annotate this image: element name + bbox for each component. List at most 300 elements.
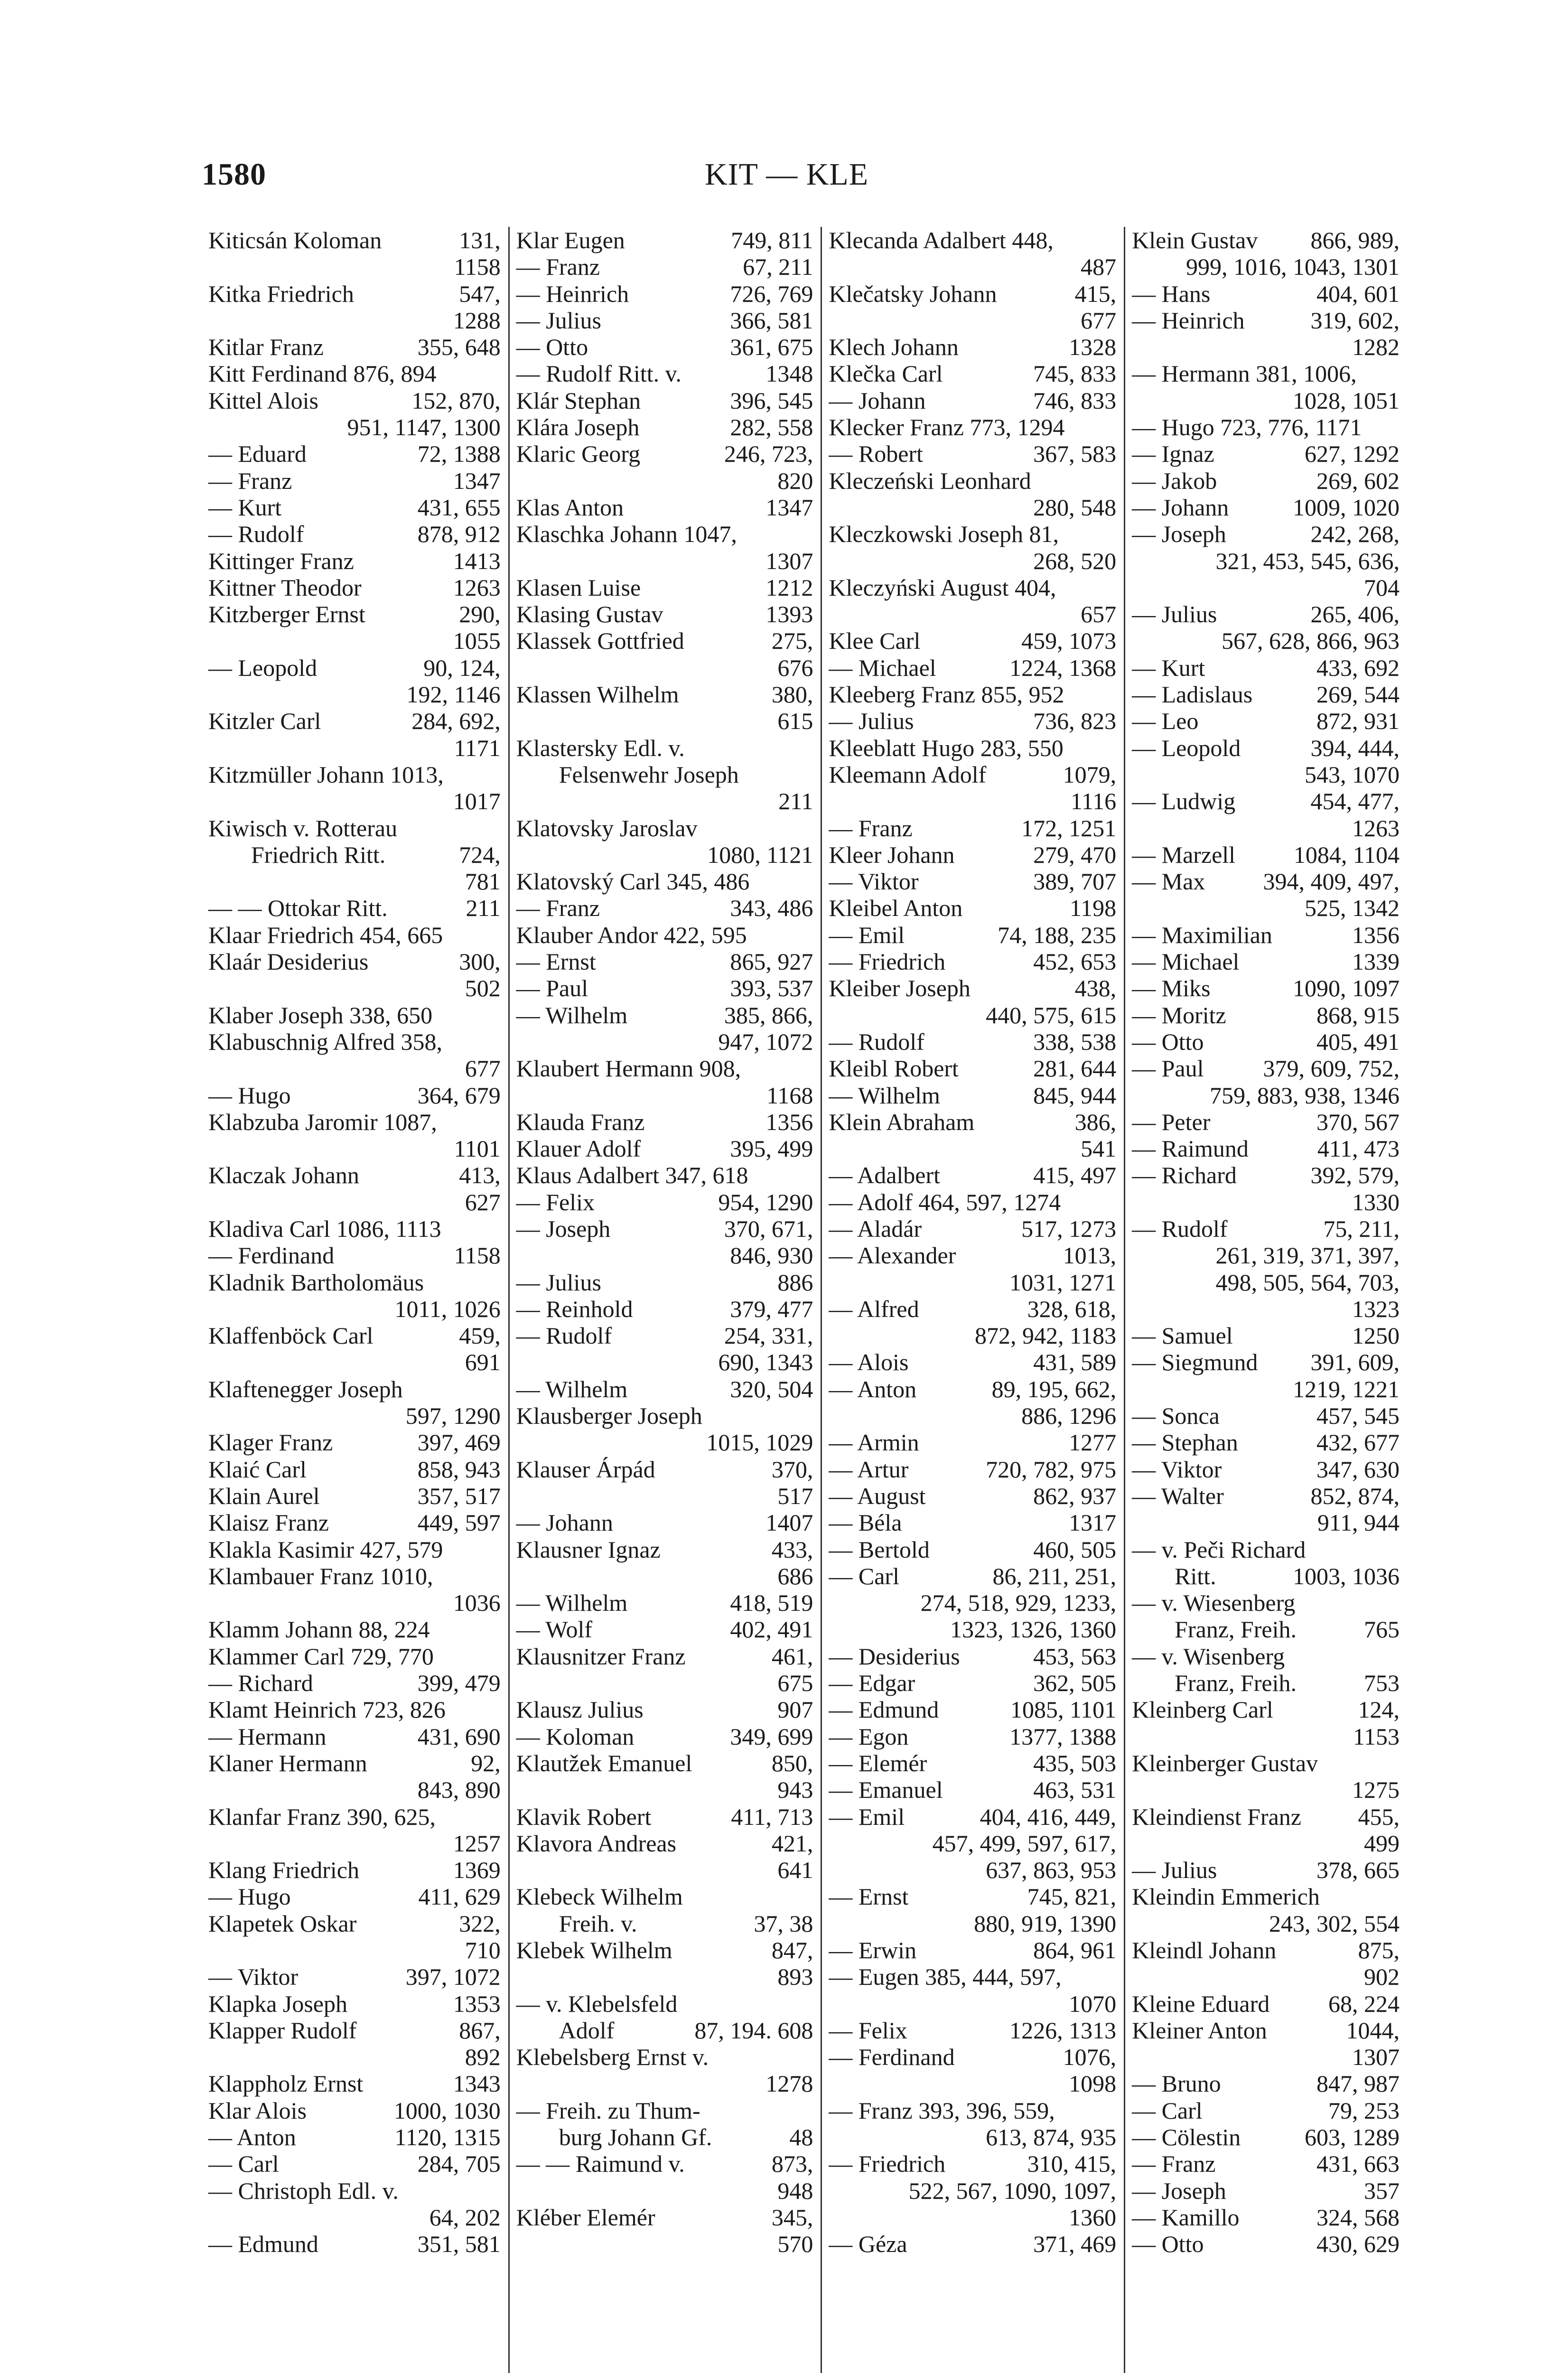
page-refs: 67, 211 [743,253,813,280]
index-entry [516,2044,813,2070]
index-entry [1132,1696,1400,1723]
page-refs: 736, 823 [1033,708,1117,735]
entry-name: — Johann [516,1509,613,1536]
index-entry [829,2097,1116,2124]
entry-name: — Johann [829,387,926,414]
entry-name: Klech Johann [829,334,959,361]
page-refs: 487 [1081,253,1117,280]
index-entry [829,1670,1116,1696]
page-refs: 637, 863, 953 [986,1857,1117,1884]
index-entry [516,1750,813,1776]
index-entry [1132,574,1400,601]
entry-name: — Michael [829,654,936,681]
page-refs: 370, 567 [1316,1108,1400,1135]
page-refs: 911, 944 [1317,1509,1400,1536]
page-refs: 405, 491 [1316,1028,1400,1055]
page-refs: 781 [465,868,501,895]
index-entry [829,1109,1116,1135]
entry-name: Kleinberger Gustav [1132,1749,1318,1776]
page-refs: 92, [471,1749,501,1776]
page-refs: 68, 224 [1328,1990,1400,2017]
entry-name: Klavora Andreas [516,1830,677,1857]
entry-name: Klar Alois [208,2097,307,2124]
index-entry [516,2204,813,2231]
entry-name: — Samuel [1132,1322,1233,1349]
page-refs: 502 [465,975,501,1002]
index-entry [829,1135,1116,1162]
entry-name: — Jakob [1132,467,1217,494]
index-entry [516,1002,813,1028]
entry-name: Klar Eugen [516,227,625,253]
entry-name: — Ignaz [1132,440,1214,467]
page-refs: 1347 [765,494,813,521]
entry-name: Klager Franz [208,1429,333,1456]
index-entry [1132,2231,1400,2257]
page-refs: 124, [1358,1696,1400,1723]
entry-name: — Hermann [208,1723,327,1750]
entry-name: — Desiderius [829,1643,960,1670]
index-entry [1132,1002,1400,1028]
index-entry [208,1509,501,1536]
entry-name: — Eduard [208,440,307,467]
index-entry [516,1215,813,1242]
entry-name: Klabuschnig Alfred 358, [208,1028,442,1055]
index-entry [1132,1830,1400,1857]
index-entry [516,1776,813,1803]
index-entry [208,253,501,280]
page-refs: 418, 519 [730,1589,813,1616]
page-refs: 1198 [1069,895,1117,922]
entry-name: Klappholz Ernst [208,2070,364,2097]
index-entry [516,1723,813,1750]
index-entry [208,2124,501,2150]
page-refs: 1328 [1069,334,1117,361]
index-entry [829,2177,1116,2204]
page-refs: 1153 [1353,1723,1400,1750]
entry-name: — Raimund [1132,1135,1249,1162]
entry-name: — Julius [1132,601,1217,628]
page-refs: 720, 782, 975 [986,1456,1117,1483]
index-entry [829,521,1116,547]
index-entry [208,280,501,307]
page-refs: 686 [777,1562,813,1589]
index-entry [1132,1109,1400,1135]
index-entry [1132,1269,1400,1296]
page-refs: 284, 705 [417,2150,501,2177]
page-refs: 1360 [1069,2204,1117,2231]
index-entry [208,627,501,654]
page-refs: 677 [1081,307,1117,334]
entry-name: — Rudolf [1132,1215,1228,1242]
index-columns [202,227,1407,2373]
index-entry [829,1055,1116,1082]
entry-name: — Edgar [829,1670,915,1697]
index-entry [516,253,813,280]
entry-name: Klebeck Wilhelm [516,1883,683,1910]
page-refs: 745, 833 [1033,360,1117,387]
index-entry [829,922,1116,948]
index-entry [829,253,1116,280]
index-entry [1132,922,1400,948]
page-refs: 1055 [453,627,501,654]
index-entry [829,1910,1116,1937]
index-entry [516,1082,813,1109]
page-refs: 1413 [453,547,501,574]
index-entry [1132,1242,1400,1269]
index-entry [208,975,501,1001]
index-entry [208,1429,501,1456]
page-refs: 378, 665 [1316,1857,1400,1884]
page-refs: 435, 503 [1033,1749,1117,1776]
page-refs: 1085, 1101 [1010,1696,1117,1723]
entry-name: — Wilhelm [516,1375,628,1402]
entry-name: — Wolf [516,1616,593,1643]
entry-name: — Joseph [516,1215,611,1242]
index-entry [208,467,501,494]
entry-name: Freih. v. [559,1910,637,1937]
index-entry [829,1589,1116,1616]
entry-name: — August [829,1482,926,1509]
entry-name: — Leopold [208,654,317,681]
index-entry [208,1162,501,1188]
page-refs: 1212 [765,574,813,601]
page-refs: 380, [771,681,813,708]
page-refs: 87, 194. 608 [694,2017,813,2044]
index-entry [516,2150,813,2177]
page-refs: 431, 589 [1033,1349,1117,1376]
entry-name: — v. Wisenberg [1132,1643,1285,1670]
page-refs: 457, 545 [1316,1402,1400,1429]
index-entry [208,681,501,708]
entry-name: — Emil [829,1803,905,1830]
index-entry [208,2204,501,2231]
page-refs: 1171 [454,734,501,761]
entry-name: Kleindl Johann [1132,1937,1277,1963]
page-refs: 1323, 1326, 1360 [950,1616,1117,1643]
index-column-2 [508,227,821,2373]
page-refs: 364, 679 [417,1082,501,1109]
index-entry [516,360,813,387]
page-refs: 284, 692, [411,708,501,735]
index-entry [516,1830,813,1857]
entry-name: — Aladár [829,1215,922,1242]
page-refs: 886, 1296 [1021,1402,1117,1429]
entry-name: — Bruno [1132,2070,1221,2097]
entry-name: — Otto [1132,2231,1204,2258]
page-refs: 1369 [453,1857,501,1884]
index-entry [516,1536,813,1563]
page-refs: 845, 944 [1033,1082,1117,1109]
index-entry [1132,1376,1400,1402]
index-entry [516,1670,813,1696]
index-entry [208,1002,501,1028]
index-entry [1132,548,1400,574]
entry-name: Klassek Gottfried [516,627,684,654]
column-body [1125,227,1407,2258]
page-refs: 367, 583 [1033,440,1117,467]
entry-name: Kitt Ferdinand 876, 894 [208,360,437,387]
index-entry [208,922,501,948]
index-entry [516,948,813,975]
page-refs: 460, 505 [1033,1536,1117,1563]
index-entry [208,360,501,387]
page-refs: 1116 [1070,788,1117,815]
entry-name: Klakla Kasimir 427, 579 [208,1536,443,1563]
index-entry [829,735,1116,761]
entry-name: Kleeberg Franz 855, 952 [829,681,1064,708]
page-refs: 411, 473 [1317,1135,1400,1162]
index-entry [208,1589,501,1616]
index-entry [516,2231,813,2257]
page-refs: 415, 497 [1033,1162,1117,1189]
index-entry [1132,1803,1400,1830]
page-refs: 1257 [453,1830,501,1857]
index-entry [1132,440,1400,467]
index-entry [829,334,1116,360]
index-entry [516,334,813,360]
page-refs: 324, 568 [1316,2204,1400,2231]
index-entry [829,1402,1116,1429]
page-refs: 1017 [453,788,501,815]
index-entry [516,1990,813,2017]
page-refs: 461, [771,1643,813,1670]
page-refs: 351, 581 [417,2231,501,2258]
index-entry [1132,1723,1400,1750]
entry-name: — v. Klebelsfeld [516,1990,678,2017]
entry-name: — Marzell [1132,841,1236,868]
index-entry [208,948,501,975]
entry-name: Klaschka Johann 1047, [516,521,737,548]
index-entry [829,601,1116,627]
index-entry [829,387,1116,414]
index-entry [516,1883,813,1910]
entry-name: Kleczyński August 404, [829,574,1056,601]
index-entry [516,440,813,467]
index-entry [208,761,501,788]
page-refs: 322, [459,1910,501,1937]
index-entry [208,1322,501,1349]
entry-name: Klapka Joseph [208,1990,347,2017]
page-refs: 275, [771,627,813,654]
index-entry [516,1055,813,1082]
entry-name: — Edmund [829,1696,939,1723]
index-entry [1132,494,1400,521]
page-refs: 999, 1016, 1043, 1301 [1186,253,1400,280]
index-entry [516,868,813,895]
page-refs: 391, 609, [1310,1349,1400,1376]
entry-name: — Leopold [1132,734,1241,761]
entry-name: — Rudolf [829,1028,924,1055]
column-body [202,227,508,2258]
index-entry [208,1536,501,1563]
index-entry [516,521,813,547]
entry-name: Klečka Carl [829,360,943,387]
index-entry [516,548,813,574]
index-entry [208,1643,501,1670]
index-entry [208,2231,501,2257]
page-refs: 657 [1081,601,1117,628]
index-entry [516,1509,813,1536]
page-refs: 345, [771,2204,813,2231]
index-entry [829,1269,1116,1296]
index-entry [829,681,1116,708]
index-entry [829,1002,1116,1028]
entry-name: — Alois [829,1349,909,1376]
entry-name: — Franz [516,895,600,922]
index-entry [1132,1536,1400,1563]
index-entry [829,414,1116,440]
page-refs: 902 [1364,1963,1400,1990]
index-entry [516,307,813,334]
entry-name: Kleindin Emmerich [1132,1883,1320,1910]
index-entry [829,1963,1116,1990]
entry-name: — Ernst [829,1883,909,1910]
page-refs: 603, 1289 [1305,2124,1400,2151]
page-refs: 954, 1290 [718,1188,813,1215]
entry-name: Klein Gustav [1132,227,1258,253]
page-refs: 274, 518, 929, 1233, [920,1589,1117,1616]
entry-name: Klaisz Franz [208,1509,329,1536]
index-entry [516,975,813,1001]
index-entry [1132,708,1400,734]
page-refs: 362, 505 [1033,1670,1117,1697]
index-entry [1132,948,1400,975]
page-refs: 449, 597 [417,1509,501,1536]
page-refs: 745, 821, [1027,1883,1117,1910]
index-entry [1132,1563,1400,1589]
index-entry [208,1028,501,1055]
page-refs: 74, 188, 235 [998,921,1117,948]
index-entry [516,601,813,627]
entry-name: — Carl [829,1562,899,1589]
entry-name: — Emil [829,921,905,948]
index-entry [829,1990,1116,2017]
entry-name: Kleibl Robert [829,1055,959,1082]
page-refs: 858, 943 [417,1456,501,1483]
index-entry [1132,1883,1400,1910]
index-entry [829,1830,1116,1857]
index-entry [829,708,1116,734]
index-entry [829,467,1116,494]
index-entry [208,1750,501,1776]
page-refs: 402, 491 [730,1616,813,1643]
page-refs: 321, 453, 545, 636, [1215,547,1400,574]
page-refs: 421, [771,1830,813,1857]
entry-name: — Julius [829,708,914,735]
page-refs: 852, 874, [1310,1482,1400,1509]
page-refs: 90, 124, [423,654,501,681]
index-entry [208,1990,501,2017]
entry-name: — Viktor [829,868,919,895]
index-entry [516,227,813,253]
entry-name: Kleiber Joseph [829,975,971,1002]
entry-name: — Hermann 381, 1006, [1132,360,1357,387]
page-refs: 389, 707 [1033,868,1117,895]
index-entry [208,440,501,467]
page-refs: 433, 692 [1316,654,1400,681]
index-entry [1132,2204,1400,2231]
index-entry [516,681,813,708]
index-entry [829,761,1116,788]
index-entry [829,948,1116,975]
page-refs: 438, [1074,975,1117,1002]
entry-name: — Rudolf [208,521,304,548]
index-entry [829,654,1116,681]
index-entry [516,841,813,868]
index-entry [208,494,501,521]
page-refs: 1015, 1029 [706,1429,813,1456]
entry-name: — Koloman [516,1723,635,1750]
index-entry [1132,1215,1400,1242]
entry-name: Kladnik Bartholomäus [208,1269,424,1296]
index-entry [1132,2017,1400,2044]
page-refs: 1080, 1121 [707,841,813,868]
entry-name: Klaar Friedrich 454, 665 [208,921,443,948]
index-entry [208,2017,501,2044]
page-refs: 749, 811 [731,227,813,253]
index-column-4 [1124,227,1407,2373]
entry-name: — Wilhelm [516,1001,628,1028]
page-refs: 1168 [766,1082,813,1109]
entry-name: Klee Carl [829,627,921,654]
entry-name: Klauber Andor 422, 595 [516,921,747,948]
entry-name: — Edmund [208,2231,318,2258]
entry-name: — — Raimund v. [516,2150,685,2177]
index-entry [829,2231,1116,2257]
entry-name: Klaftenegger Joseph [208,1375,403,1402]
index-entry [829,1189,1116,1215]
index-entry [829,1349,1116,1375]
page-refs: 152, 870, [411,387,501,414]
entry-name: — Erwin [829,1937,917,1963]
index-entry [516,1162,813,1188]
entry-name: Klassen Wilhelm [516,681,679,708]
page-refs: 690, 1343 [718,1349,813,1376]
entry-name: Klavik Robert [516,1803,652,1830]
index-entry [1132,895,1400,921]
entry-name: — Adalbert [829,1162,941,1189]
index-entry [516,815,813,841]
page-refs: 366, 581 [730,307,813,334]
index-entry [1132,868,1400,895]
page-refs: 404, 416, 449, [980,1803,1117,1830]
entry-name: Adolf [559,2017,615,2044]
entry-name: Klein Abraham [829,1108,975,1135]
index-entry [516,1616,813,1643]
page-refs: 1070 [1069,1990,1117,2017]
index-entry [208,2070,501,2097]
index-entry [208,1563,501,1589]
page-refs: 872, 931 [1316,708,1400,735]
index-entry [208,1803,501,1830]
entry-name: Klecker Franz 773, 1294 [829,414,1065,441]
entry-name: — Franz [1132,2150,1216,2177]
page-refs: 357 [1364,2177,1400,2204]
page-refs: 710 [465,1937,501,1963]
page-refs: 892 [465,2044,501,2071]
entry-name: — Julius [516,307,601,334]
index-entry [829,548,1116,574]
index-entry [516,1269,813,1296]
index-entry [829,1509,1116,1536]
entry-name: Klang Friedrich [208,1857,359,1884]
index-entry [208,1215,501,1242]
entry-name: — Otto [1132,1028,1204,1055]
index-entry [516,494,813,521]
entry-name: — Elemér [829,1749,927,1776]
page-refs: 691 [465,1349,501,1376]
index-entry [1132,1857,1400,1883]
